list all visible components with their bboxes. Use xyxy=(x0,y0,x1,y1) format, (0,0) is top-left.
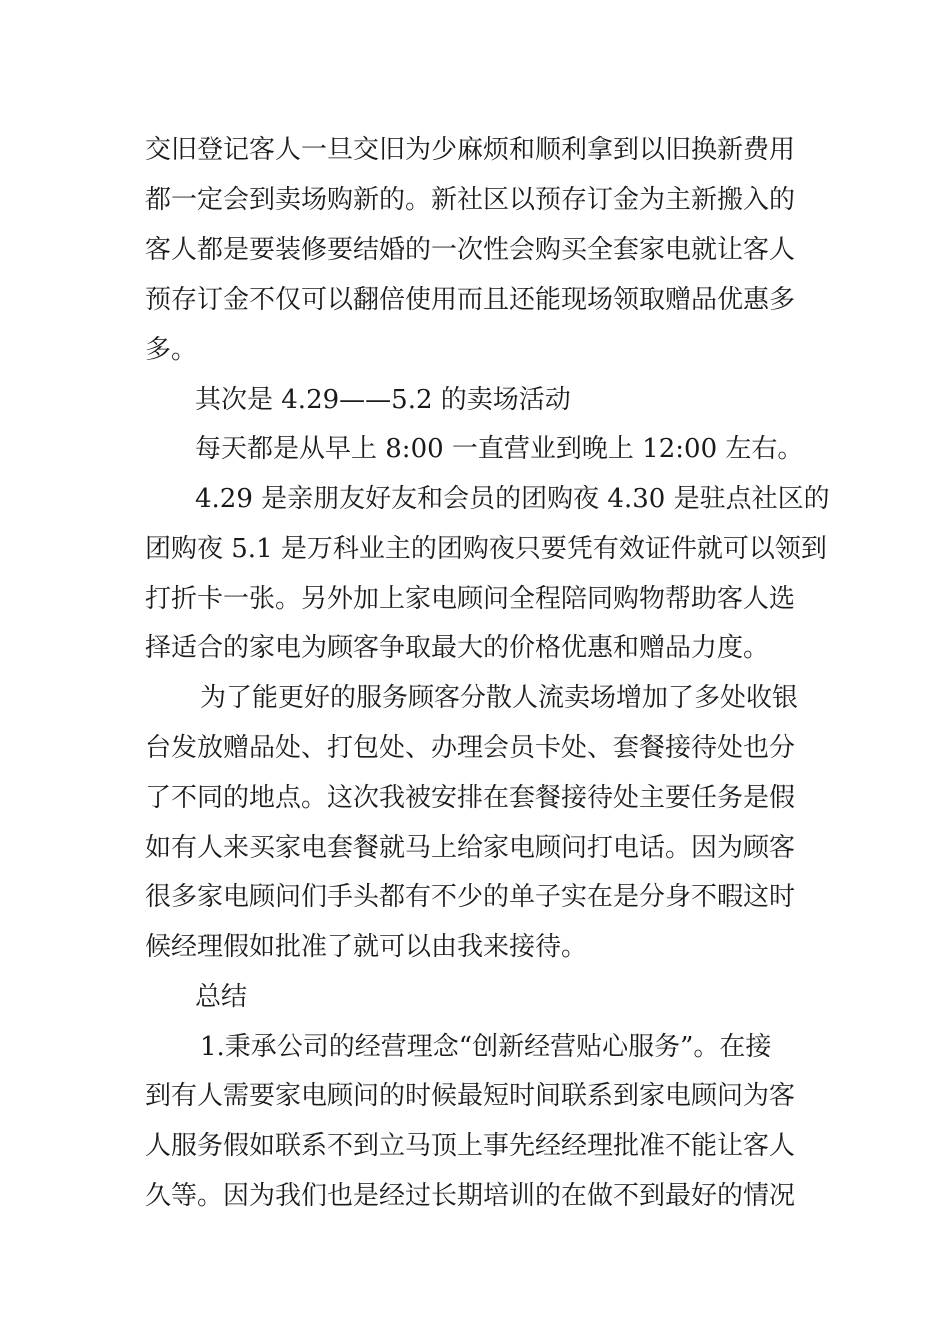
paragraph-line: 客人都是要装修要结婚的一次性会购买全套家电就让客人 xyxy=(145,235,796,265)
paragraph-line: 每天都是从早上 8:00 一直营业到晚上 12:00 左右。 xyxy=(195,434,804,464)
paragraph-line: 到有人需要家电顾问的时候最短时间联系到家电顾问为客 xyxy=(145,1081,796,1111)
paragraph-line: 预存订金不仅可以翻倍使用而且还能现场领取赠品优惠多 xyxy=(145,285,796,315)
paragraph-line: 人服务假如联系不到立马顶上事先经经理批准不能让客人 xyxy=(145,1131,796,1161)
paragraph-line: 很多家电顾问们手头都有不少的单子实在是分身不暇这时 xyxy=(145,882,796,912)
paragraph-line: 了不同的地点。这次我被安排在套餐接待处主要任务是假 xyxy=(145,783,796,813)
paragraph-line: 如有人来买家电套餐就马上给家电顾问打电话。因为顾客 xyxy=(145,833,796,863)
section-heading: 总结 xyxy=(195,982,248,1012)
paragraph-line: 交旧登记客人一旦交旧为少麻烦和顺利拿到以旧换新费用 xyxy=(145,135,796,165)
paragraph-line: 择适合的家电为顾客争取最大的价格优惠和赠品力度。 xyxy=(145,633,770,663)
paragraph-line: 都一定会到卖场购新的。新社区以预存订金为主新搬入的 xyxy=(145,185,796,215)
paragraph-line: 团购夜 5.1 是万科业主的团购夜只要凭有效证件就可以领到 xyxy=(145,534,827,564)
paragraph-line: 为了能更好的服务顾客分散人流卖场增加了多处收银 xyxy=(200,683,799,713)
paragraph-line: 久等。因为我们也是经过长期培训的在做不到最好的情况 xyxy=(145,1181,796,1211)
paragraph-line: 多。 xyxy=(145,335,198,365)
paragraph-line: 4.29 是亲朋友好友和会员的团购夜 4.30 是驻点社区的 xyxy=(195,484,830,514)
paragraph-line: 1.秉承公司的经营理念“创新经营贴心服务”。在接 xyxy=(200,1032,772,1062)
paragraph-line: 候经理假如批准了就可以由我来接待。 xyxy=(145,932,588,962)
paragraph-line: 打折卡一张。另外加上家电顾问全程陪同购物帮助客人选 xyxy=(145,584,796,614)
section-heading: 其次是 4.29——5.2 的卖场活动 xyxy=(195,385,571,415)
paragraph-line: 台发放赠品处、打包处、办理会员卡处、套餐接待处也分 xyxy=(145,733,796,763)
